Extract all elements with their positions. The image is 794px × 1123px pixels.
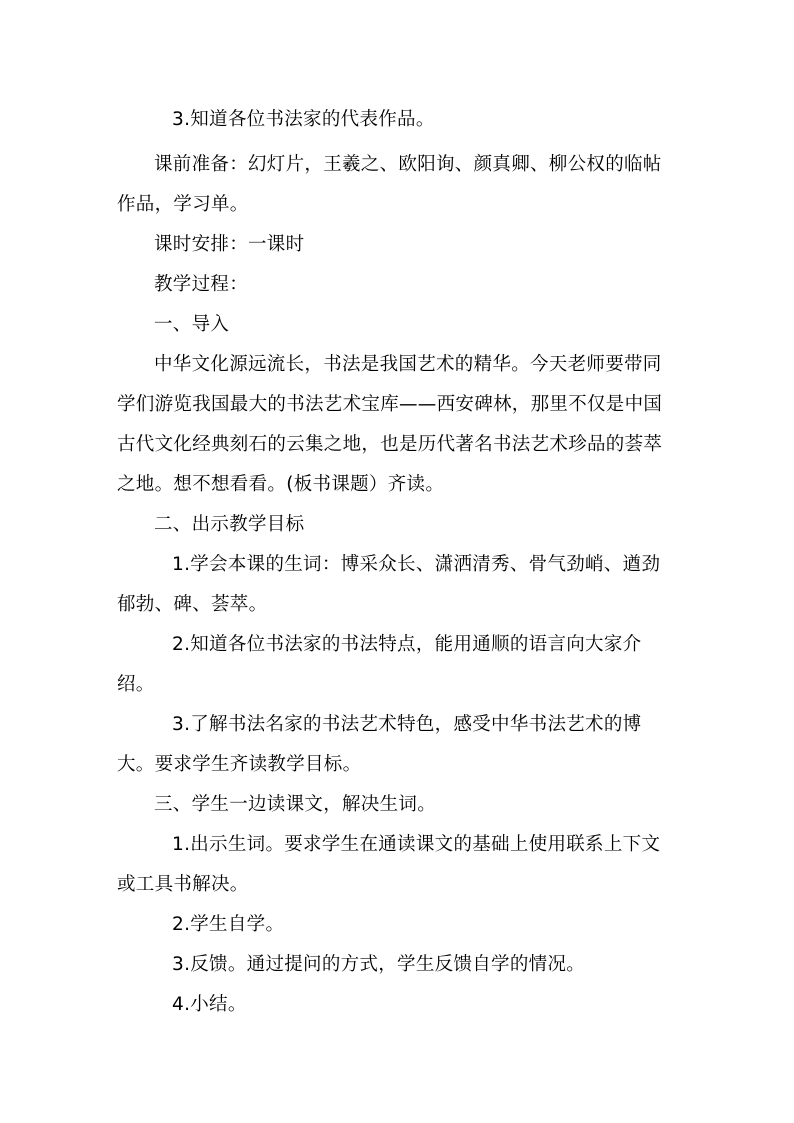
objective-3-works: 3.知道各位书法家的代表作品。 (172, 109, 435, 130)
section-3-heading: 三、学生一边读课文，解决生词。 (154, 794, 437, 815)
teaching-process-heading: 教学过程： (154, 274, 249, 295)
goal-1-paragraph: 1.学会本课的生词：博采众长、潇洒清秀、骨气劲峭、遒劲郁勃、碑、荟萃。 (117, 554, 661, 615)
section-2-heading: 二、出示教学目标 (154, 514, 305, 535)
goal-2-paragraph: 2.知道各位书法家的书法特点，能用通顺的语言向大家介绍。 (117, 634, 642, 695)
intro-paragraph: 中华文化源远流长，书法是我国艺术的精华。今天老师要带同学们游览我国最大的书法艺术宝库——西安碑林，那里不仅是中国古代文化经典刻石的云集之地，也是历代著名书法艺术珍品的荟萃之地。想不想看看。(板书课题）齐读。 (117, 354, 663, 495)
schedule-paragraph: 课时安排：一课时 (154, 234, 305, 255)
step-1-paragraph: 1.出示生词。要求学生在通读课文的基础上使用联系上下文或工具书解决。 (117, 834, 661, 895)
goal-3-paragraph: 3.了解书法名家的书法艺术特色，感受中华书法艺术的博大。要求学生齐读教学目标。 (117, 714, 642, 775)
preparation-paragraph: 课前准备：幻灯片，王羲之、欧阳询、颜真卿、柳公权的临帖作品，学习单。 (117, 154, 662, 215)
step-3-paragraph: 3.反馈。通过提问的方式，学生反馈自学的情况。 (172, 954, 586, 975)
section-1-heading: 一、导入 (154, 314, 230, 335)
step-4-paragraph: 4.小结。 (172, 994, 247, 1015)
step-2-paragraph: 2.学生自学。 (172, 914, 285, 935)
